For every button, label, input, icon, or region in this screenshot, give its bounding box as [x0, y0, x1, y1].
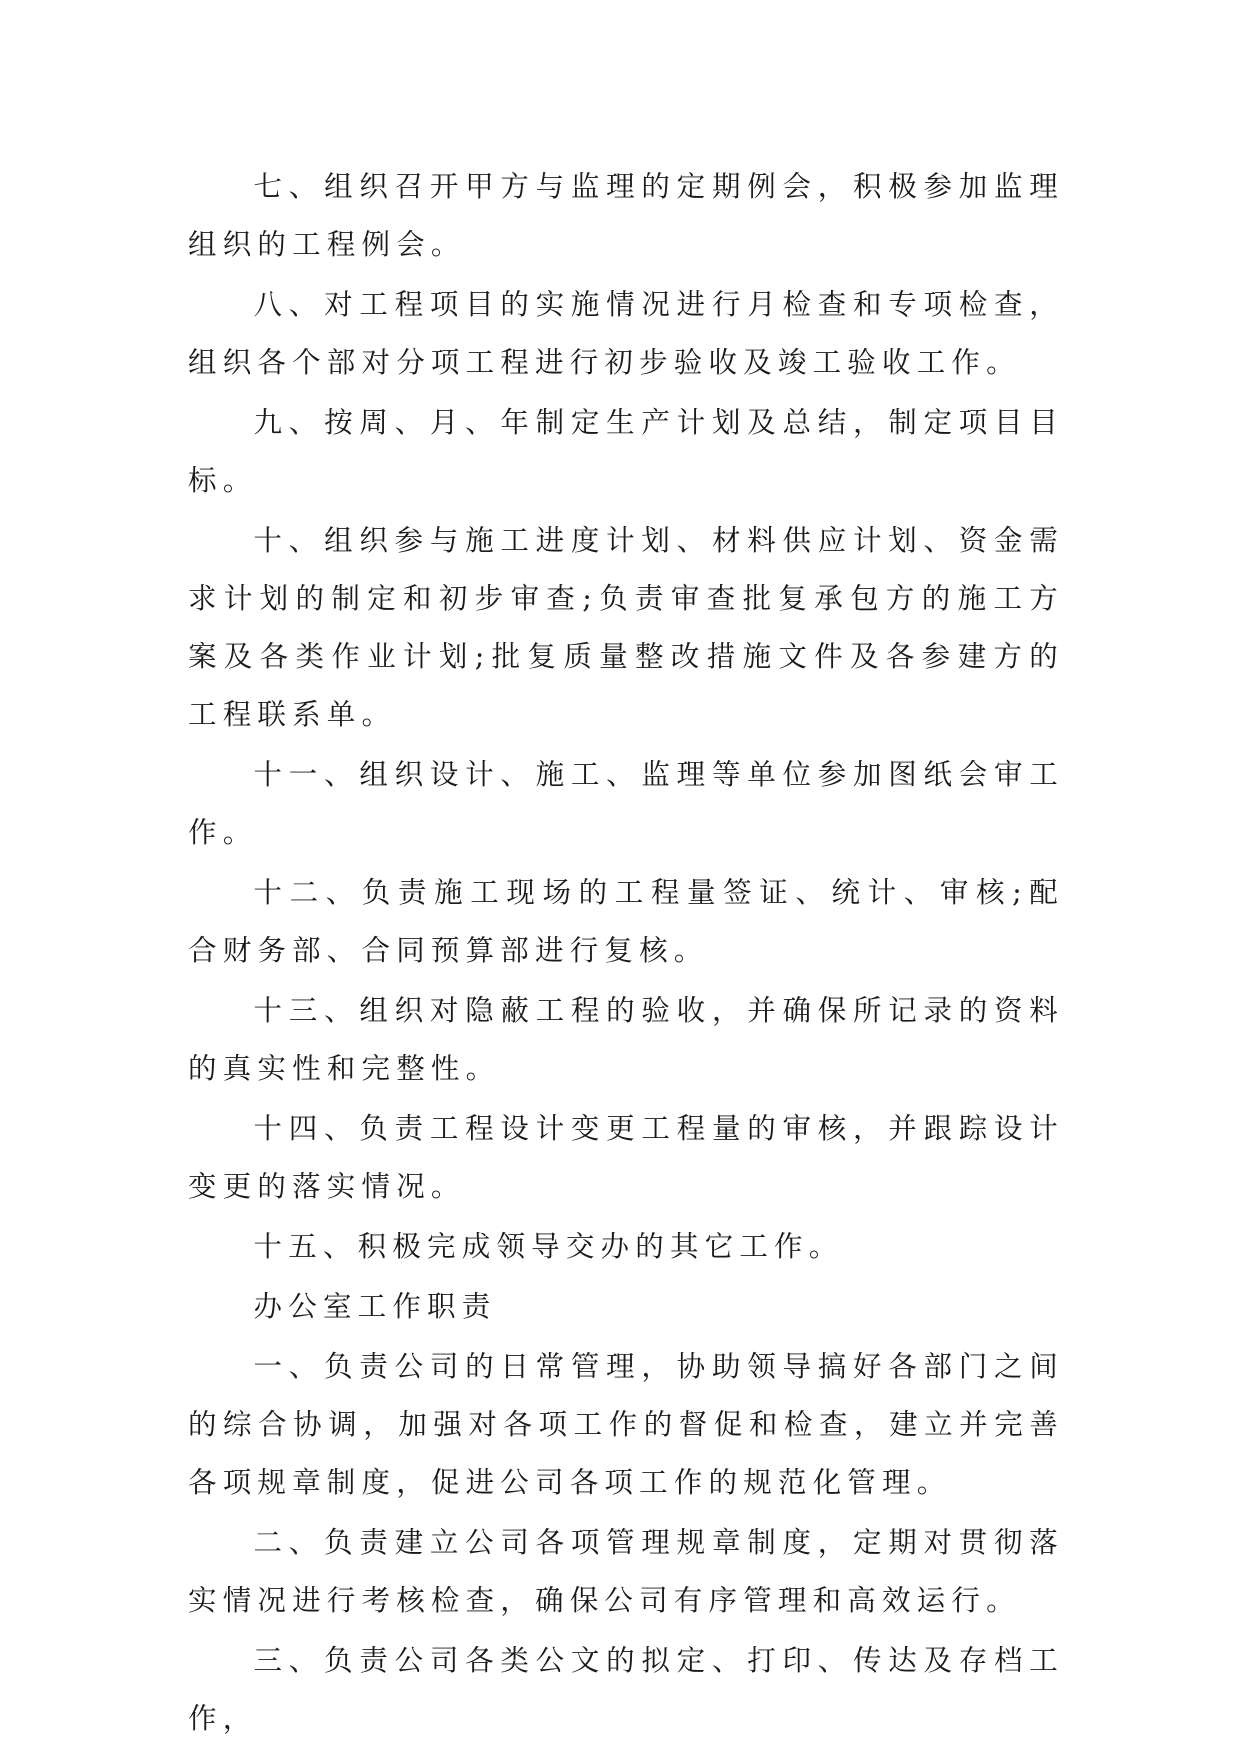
document-body	[188, 158, 1064, 1750]
paragraph-7: 七、组织召开甲方与监理的定期例会，积极参加监理组织的工程例会。	[188, 170, 1064, 261]
paragraph-14: 十四、负责工程设计变更工程量的审核，并跟踪设计变更的落实情况。	[188, 1112, 1064, 1203]
office-paragraph-3: 三、负责公司各类公文的拟定、打印、传达及存档工作，	[188, 1644, 1064, 1735]
paragraph-15: 十五、积极完成领导交办的其它工作。	[253, 1230, 844, 1263]
office-paragraph-2: 二、负责建立公司各项管理规章制度，定期对贯彻落实情况进行考核检查，确保公司有序管理和高效运行。	[188, 1526, 1064, 1617]
paragraph-9: 九、按周、月、年制定生产计划及总结，制定项目目标。	[188, 406, 1064, 497]
paragraph-12: 十二、负责施工现场的工程量签证、统计、审核;配合财务部、合同预算部进行复核。	[188, 876, 1064, 967]
section-heading-office-duties: 办公室工作职责	[253, 1290, 497, 1323]
office-paragraph-1: 一、负责公司的日常管理，协助领导搞好各部门之间的综合协调，加强对各项工作的督促和检查，建立并完善各项规章制度，促进公司各项工作的规范化管理。	[188, 1350, 1064, 1499]
paragraph-13: 十三、组织对隐蔽工程的验收，并确保所记录的资料的真实性和完整性。	[188, 994, 1064, 1085]
paragraph-11: 十一、组织设计、施工、监理等单位参加图纸会审工作。	[188, 758, 1064, 849]
paragraph-10: 十、组织参与施工进度计划、材料供应计划、资金需求计划的制定和初步审查;负责审查批复承包方的施工方案及各类作业计划;批复质量整改措施文件及各参建方的工程联系单。	[188, 524, 1064, 731]
paragraph-8: 八、对工程项目的实施情况进行月检查和专项检查，组织各个部对分项工程进行初步验收及竣工验收工作。	[188, 288, 1064, 379]
